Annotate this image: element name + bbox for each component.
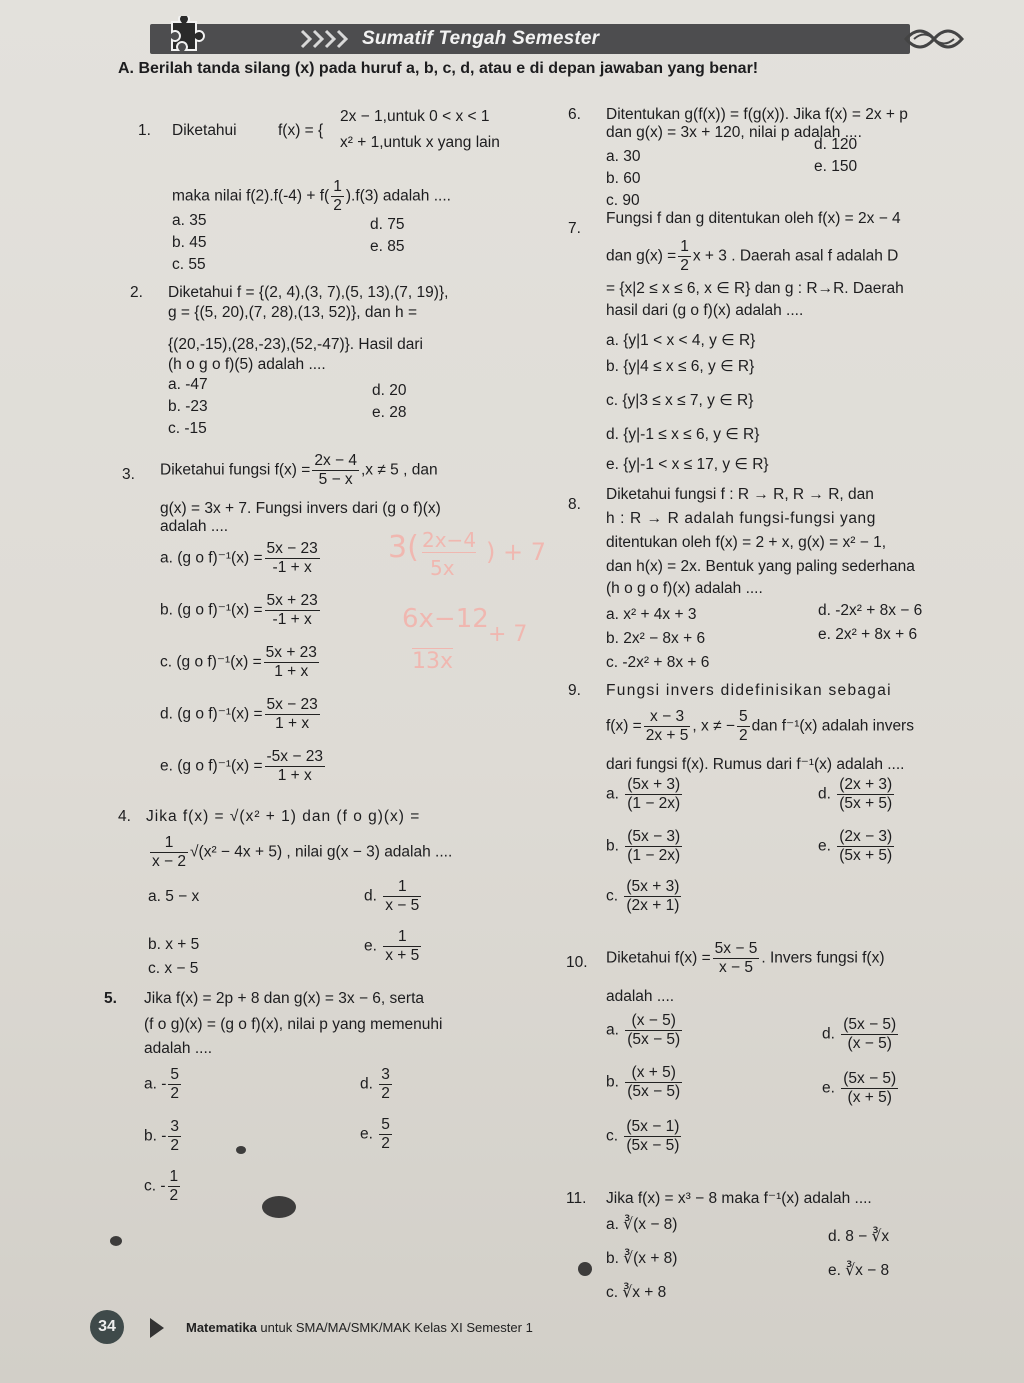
q3-option-prefix: (g o f)⁻¹(x) =: [176, 653, 262, 671]
q10-option-b[interactable]: [606, 1064, 684, 1101]
q3-option-label: e.: [160, 757, 178, 775]
q9-option-frac-den: (5x + 5): [839, 847, 893, 864]
q3-option-frac-den: -1 + x: [272, 559, 312, 576]
q10-line-1: [606, 940, 885, 977]
q9-option-frac-num: (5x + 3): [626, 878, 680, 895]
q9-line-2c: dan f⁻¹(x) adalah invers: [751, 717, 914, 735]
ornament-icon: [900, 22, 968, 56]
q4-option-e[interactable]: [364, 928, 423, 965]
q9-option-frac: [837, 776, 894, 813]
q8-option-d[interactable]: d. -2x² + 8x − 6: [818, 602, 923, 619]
q3-option-frac-den: 1 + x: [275, 715, 310, 732]
q8-option-c[interactable]: c. -2x² + 8x + 6: [606, 654, 710, 671]
chevron-arrows-icon: [300, 28, 356, 50]
q3-line-2: g(x) = 3x + 7. Fungsi invers dari (g o f)(x): [160, 500, 441, 517]
q5-line-3: adalah ....: [144, 1040, 213, 1057]
q7-frac-den: 2: [680, 257, 689, 274]
q3-option-frac-num: 5x + 23: [266, 592, 318, 609]
q2-number: 2.: [130, 284, 143, 301]
q9-option-label: b.: [606, 837, 624, 855]
page-title: Sumatif Tengah Semester: [362, 28, 600, 49]
q3-option-e[interactable]: [160, 748, 327, 785]
q5-option-frac: [168, 1118, 181, 1155]
q4-line-2: [148, 834, 452, 871]
q1-fraction: [331, 178, 344, 215]
q4-option-c[interactable]: c. x − 5: [148, 960, 199, 977]
ink-stain: [236, 1146, 246, 1154]
q8-line-2: h : R → R adalah fungsi-fungsi yang: [606, 510, 876, 527]
q11-number: 11.: [566, 1190, 587, 1207]
q1-frac-num: 1: [333, 178, 342, 195]
q2-line-2: g = {(5, 20),(7, 28),(13, 52)}, dan h =: [168, 304, 418, 321]
q9-line-1: Fungsi invers didefinisikan sebagai: [606, 682, 892, 699]
q6-option-e[interactable]: e. 150: [814, 158, 858, 175]
q4-option-a[interactable]: a. 5 − x: [148, 888, 200, 905]
ink-stain: [578, 1262, 592, 1276]
q5-line-2: (f o g)(x) = (g o f)(x), nilai p yang memenuhi: [144, 1016, 443, 1033]
q1-frac-den: 2: [333, 197, 342, 214]
q1-case-1: 2x − 1,untuk 0 < x < 1: [340, 108, 490, 125]
q10-option-frac: [841, 1016, 898, 1053]
q7-line-4: hasil dari (g o f)(x) adalah ....: [606, 302, 804, 319]
q9-option-label: d.: [818, 785, 836, 803]
q3-option-a[interactable]: [160, 540, 322, 577]
q5-option-frac-num: 1: [169, 1168, 179, 1185]
q5-option-frac: [379, 1116, 392, 1153]
page-number: 34: [90, 1310, 124, 1344]
q9-option-frac: [837, 828, 894, 865]
q5-option-sign: -: [160, 1177, 166, 1195]
q6-option-a[interactable]: a. 30: [606, 148, 641, 165]
q9-line-2b: , x ≠ −: [692, 717, 735, 735]
q10-option-frac-den: (5x − 5): [627, 1083, 681, 1100]
q1-option-c[interactable]: c. 55: [172, 256, 206, 273]
q5-option-frac-num: 5: [381, 1116, 390, 1133]
q7-line-3: = {x|2 ≤ x ≤ 6, x ∈ R} dan g : R→R. Daerah: [606, 280, 904, 297]
q9-option-frac: [625, 776, 682, 813]
q10-option-frac-den: (5x − 5): [627, 1031, 681, 1048]
question-7: [568, 206, 988, 476]
q4-frac-num: 1: [150, 834, 188, 853]
q10-option-label: a.: [606, 1021, 624, 1039]
footer-book-title-bold: Matematika: [186, 1320, 257, 1335]
q9-option-label: c.: [606, 887, 623, 905]
q5-number: 5.: [104, 990, 117, 1007]
q4-line-2b: √(x² − 4x + 5) , nilai g(x − 3) adalah ....: [190, 843, 453, 861]
q7-option-d[interactable]: d. {y|-1 ≤ x ≤ 6, y ∈ R}: [606, 426, 760, 443]
q3-line-3: adalah ....: [160, 518, 229, 535]
q5-option-c[interactable]: [144, 1168, 182, 1205]
q3-option-frac: [264, 644, 319, 681]
q1-text-2: maka nilai f(2).f(-4) + f( $\frac{1}{2}$ ).f(3) adalah ....: [172, 178, 451, 214]
q7-option-b[interactable]: b. {y|4 ≤ x ≤ 6, y ∈ R}: [606, 358, 755, 375]
q5-option-b[interactable]: [144, 1118, 183, 1155]
q3-line-1b: ,x ≠ 5 , dan: [361, 461, 438, 479]
q9-frac-den: 2x + 5: [645, 727, 689, 744]
q1-number: 1.: [138, 122, 151, 139]
q3-option-c[interactable]: [160, 644, 321, 681]
q1-text: Diketahui: [172, 122, 237, 139]
q1-option-d[interactable]: d. 75: [370, 216, 405, 233]
q9-option-frac-num: (2x − 3): [839, 828, 893, 845]
q10-line-1b: . Invers fungsi f(x): [761, 949, 885, 967]
q9-fraction: [644, 708, 691, 745]
handwriting-1: 3(: [388, 530, 419, 565]
handwriting-5: 6x−12: [402, 604, 489, 634]
question-6: [568, 104, 988, 214]
q3-option-b[interactable]: [160, 592, 322, 629]
q7-fraction: [678, 238, 691, 275]
handwriting-2: 2x−4: [422, 528, 477, 552]
q10-option-label: c.: [606, 1127, 623, 1145]
q3-option-frac-num: 5x − 23: [266, 540, 318, 557]
q10-number: 10.: [566, 954, 588, 971]
header-banner: [0, 8, 1024, 64]
q10-frac-num: 5x − 5: [714, 940, 758, 957]
q3-option-frac-num: 5x − 23: [266, 696, 318, 713]
q4-fraction: [150, 834, 188, 871]
q9-option-frac-den: (1 − 2x): [627, 795, 681, 812]
q10-option-c[interactable]: [606, 1118, 683, 1155]
q1-fn: f: [319, 187, 325, 205]
ink-stain: [110, 1236, 122, 1246]
q9-option-d[interactable]: [818, 776, 896, 813]
q5-line-1: Jika f(x) = 2p + 8 dan g(x) = 3x − 6, serta: [144, 990, 424, 1007]
q3-option-frac-num: -5x − 23: [266, 748, 323, 765]
q7-option-e[interactable]: e. {y|-1 < x ≤ 17, y ∈ R}: [606, 456, 769, 473]
q4-option-e-num: 1: [383, 928, 421, 947]
q5-option-frac: [379, 1066, 392, 1103]
q5-option-frac-den: 2: [381, 1135, 390, 1152]
q4-number: 4.: [118, 808, 131, 825]
q10-option-label: e.: [822, 1079, 840, 1097]
q5-option-label: e.: [360, 1125, 378, 1143]
q5-option-frac-den: 2: [169, 1187, 179, 1204]
question-10: [566, 940, 992, 1180]
q9-option-e[interactable]: [818, 828, 896, 865]
q2-line-3: {(20,-15),(28,-23),(52,-47)}. Hasil dari: [168, 336, 424, 353]
question-2: [130, 282, 540, 442]
q10-option-frac-num: (x − 5): [625, 1012, 682, 1031]
q1-option-b[interactable]: b. 45: [172, 234, 207, 251]
q9-option-frac: [625, 828, 682, 865]
q9-option-frac: [624, 878, 681, 915]
q5-option-sign: -: [161, 1127, 167, 1145]
q5-option-frac-den: 2: [381, 1085, 390, 1102]
q5-option-a[interactable]: [144, 1066, 183, 1103]
q3-option-prefix: (g o f)⁻¹(x) =: [177, 601, 263, 619]
q3-line-1a: Diketahui fungsi f(x) =: [160, 461, 311, 479]
q2-option-d[interactable]: d. 20: [372, 382, 407, 399]
question-5: [104, 988, 544, 1228]
q11-option-c[interactable]: c. ∛x + 8: [606, 1284, 667, 1301]
q5-option-frac: [168, 1168, 181, 1205]
q3-option-frac: [265, 748, 325, 785]
q9-excl-den: 2: [738, 727, 748, 744]
q3-number: 3.: [122, 466, 135, 483]
q11-line-1: Jika f(x) = x³ − 8 maka f⁻¹(x) adalah ....: [606, 1190, 872, 1207]
ink-stain: [262, 1196, 296, 1218]
q3-option-frac: [265, 696, 320, 733]
q10-option-frac-den: (5x − 5): [626, 1137, 680, 1154]
q3-frac-den: 5 − x: [318, 471, 353, 488]
q4-option-e-den: x + 5: [385, 947, 420, 964]
q10-option-frac: [841, 1070, 898, 1107]
q10-line-2: adalah ....: [606, 988, 675, 1005]
q5-option-label: b.: [144, 1127, 162, 1145]
q4-option-d[interactable]: [364, 878, 423, 915]
q5-option-frac-den: 2: [170, 1085, 180, 1102]
q1-case-2: x² + 1,untuk x yang lain: [340, 134, 500, 151]
q5-option-frac: [168, 1066, 181, 1103]
q8-line-1: Diketahui fungsi f : R → R, R → R, dan: [606, 486, 874, 503]
q9-option-frac-den: (5x + 5): [839, 795, 893, 812]
q11-option-e[interactable]: e. ∛x − 8: [828, 1262, 890, 1279]
q10-option-a[interactable]: [606, 1012, 684, 1049]
q6-number: 6.: [568, 106, 581, 123]
q11-option-b[interactable]: b. ∛(x + 8): [606, 1250, 678, 1267]
q7-line-1: Fungsi f dan g ditentukan oleh f(x) = 2x − 4: [606, 210, 901, 227]
q3-option-prefix: (g o f)⁻¹(x) =: [177, 549, 263, 567]
q9-line-3: dari fungsi f(x). Rumus dari f⁻¹(x) adalah ....: [606, 756, 905, 773]
q9-number: 9.: [568, 682, 581, 699]
q3-line-1: [160, 452, 438, 489]
q5-option-frac-den: 2: [170, 1137, 180, 1154]
q1-func: f(x) = {: [278, 122, 324, 139]
handwriting-3: 5x: [430, 556, 455, 580]
q4-option-d-num: 1: [383, 878, 421, 897]
q9-option-frac-num: (5x − 3): [627, 828, 681, 845]
handwriting-6: + 7: [488, 622, 528, 647]
q3-option-frac-den: 1 + x: [274, 663, 309, 680]
q3-option-frac-num: 5x + 23: [265, 644, 317, 661]
q5-option-sign: -: [161, 1075, 167, 1093]
footer-arrow-icon: [150, 1318, 164, 1338]
puzzle-icon: [158, 16, 206, 62]
q5-option-frac-num: 3: [170, 1118, 180, 1135]
q8-number: 8.: [568, 496, 581, 513]
q3-option-frac-den: 1 + x: [277, 767, 312, 784]
q10-fraction: [713, 940, 760, 977]
q9-option-frac-num: (5x + 3): [627, 776, 681, 793]
q3-frac-num: 2x − 4: [314, 452, 357, 469]
q3-option-prefix: (g o f)⁻¹(x) =: [177, 705, 263, 723]
q10-option-frac-num: (5x − 1): [626, 1118, 680, 1135]
question-4: [118, 806, 548, 986]
q9-frac-num: x − 3: [644, 708, 691, 727]
q5-option-frac-num: 5: [170, 1066, 180, 1083]
q2-line-4: (h o g o f)(5) adalah ....: [168, 356, 326, 373]
q3-option-prefix: (g o f)⁻¹(x) =: [177, 757, 263, 775]
q7-frac-num: 1: [680, 238, 689, 255]
q3-option-frac-den: -1 + x: [272, 611, 312, 628]
q5-option-label: d.: [360, 1075, 378, 1093]
q7-option-c[interactable]: c. {y|3 ≤ x ≤ 7, y ∈ R}: [606, 392, 754, 409]
q10-option-e[interactable]: [822, 1070, 900, 1107]
q10-option-frac: [624, 1118, 681, 1155]
q8-option-a[interactable]: a. x² + 4x + 3: [606, 606, 697, 623]
q1-option-a[interactable]: a. 35: [172, 212, 207, 229]
q4-option-d-den: x − 5: [385, 897, 420, 914]
question-1: [138, 108, 538, 278]
q8-option-b[interactable]: b. 2x² − 8x + 6: [606, 630, 706, 647]
q5-option-label: c.: [144, 1177, 161, 1195]
q5-option-d[interactable]: [360, 1066, 394, 1103]
q4-line-1: Jika f(x) = √(x² + 1) dan (f o g)(x) =: [146, 808, 421, 825]
q11-option-a[interactable]: a. ∛(x − 8): [606, 1216, 678, 1233]
q6-option-c[interactable]: c. 90: [606, 192, 640, 209]
handwriting-4: ) + 7: [486, 538, 546, 566]
question-8: [568, 484, 988, 674]
q10-option-frac: [625, 1064, 682, 1101]
q5-option-e[interactable]: [360, 1116, 394, 1153]
q2-option-e[interactable]: e. 28: [372, 404, 407, 421]
footer-book-title: [186, 1320, 533, 1335]
q3-option-label: c.: [160, 653, 177, 671]
q9-option-frac-den: (2x + 1): [626, 897, 680, 914]
q10-line-1a: Diketahui f(x) =: [606, 949, 711, 967]
q3-option-frac: [265, 540, 320, 577]
q4-option-e-frac: [383, 928, 421, 965]
q10-frac-den: x − 5: [718, 959, 754, 976]
q10-option-d[interactable]: [822, 1016, 900, 1053]
q7-line-2b: x + 3 . Daerah asal f adalah D: [692, 247, 899, 265]
q3-fraction: [312, 452, 359, 489]
q3-option-label: d.: [160, 705, 178, 723]
q2-option-c[interactable]: c. -15: [168, 420, 207, 437]
q10-option-label: d.: [822, 1025, 840, 1043]
handwriting-7: 13x: [412, 649, 454, 674]
q4-option-d-label: d.: [364, 887, 377, 905]
q9-option-c[interactable]: [606, 878, 683, 915]
q3-option-label: b.: [160, 601, 178, 619]
q9-line-2: [606, 708, 914, 745]
q2-option-b[interactable]: b. -23: [168, 398, 208, 415]
q6-line-1: Ditentukan g(f(x)) = f(g(x)). Jika f(x) = 2x + p: [606, 106, 908, 123]
q1-text-2a: maka nilai f(2).f(-4) +: [172, 187, 316, 205]
question-11: [566, 1188, 992, 1308]
q4-option-e-label: e.: [364, 937, 377, 955]
q10-option-label: b.: [606, 1073, 624, 1091]
q1-text-2b: .f(3) adalah ....: [351, 187, 451, 205]
q9-option-frac-num: (2x + 3): [839, 776, 893, 793]
q10-option-frac: [625, 1012, 682, 1049]
q9-option-frac-den: (1 − 2x): [627, 847, 681, 864]
q7-option-a[interactable]: a. {y|1 < x < 4, y ∈ R}: [606, 332, 756, 349]
q7-number: 7.: [568, 220, 581, 237]
q6-option-b[interactable]: b. 60: [606, 170, 641, 187]
q1-option-e[interactable]: e. 85: [370, 238, 405, 255]
q9-line-2a: f(x) =: [606, 717, 642, 735]
q9-option-a[interactable]: [606, 776, 684, 813]
section-instruction: A. Berilah tanda silang (x) pada huruf a, b, c, d, atau e di depan jawaban yang benar!: [118, 60, 759, 77]
q9-option-b[interactable]: [606, 828, 684, 865]
footer-book-title-rest: untuk SMA/MA/SMK/MAK Kelas XI Semester 1: [256, 1320, 533, 1335]
q3-option-frac: [265, 592, 320, 629]
q8-line-3: ditentukan oleh f(x) = 2 + x, g(x) = x² − 1,: [606, 534, 886, 551]
q4-option-d-frac: [383, 878, 421, 915]
q4-option-b[interactable]: b. x + 5: [148, 936, 200, 953]
q10-option-frac-den: (x − 5): [847, 1035, 892, 1052]
q6-line-2: dan g(x) = 3x + 120, nilai p adalah ....: [606, 124, 862, 141]
q9-excl-num: 5: [738, 708, 748, 725]
q10-option-frac-num: (5x − 5): [843, 1016, 897, 1033]
q9-option-label: e.: [818, 837, 836, 855]
q8-line-4: dan h(x) = 2x. Bentuk yang paling sederhana: [606, 558, 915, 575]
question-9: [568, 680, 988, 940]
q8-option-e[interactable]: e. 2x² + 8x + 6: [818, 626, 918, 643]
q7-line-2: [606, 238, 898, 275]
q5-option-frac-num: 3: [381, 1066, 390, 1083]
q5-option-label: a.: [144, 1075, 162, 1093]
q10-option-frac-num: (5x − 5): [843, 1070, 897, 1087]
q10-option-frac-den: (x + 5): [847, 1089, 892, 1106]
q6-option-d[interactable]: d. 120: [814, 136, 858, 153]
q2-option-a[interactable]: a. -47: [168, 376, 208, 393]
q9-excl-fraction: [737, 708, 750, 745]
q11-option-d[interactable]: d. 8 − ∛x: [828, 1228, 890, 1245]
q8-line-5: (h o g o f)(x) adalah ....: [606, 580, 763, 597]
q3-option-label: a.: [160, 549, 178, 567]
q7-line-2a: dan g(x) =: [606, 247, 677, 265]
q9-option-label: a.: [606, 785, 624, 803]
q10-option-frac-num: (x + 5): [625, 1064, 682, 1083]
q2-line-1: Diketahui f = {(2, 4),(3, 7),(5, 13),(7, 19)},: [168, 284, 449, 301]
q3-option-d[interactable]: [160, 696, 322, 733]
q4-frac-den: x − 2: [152, 853, 187, 870]
